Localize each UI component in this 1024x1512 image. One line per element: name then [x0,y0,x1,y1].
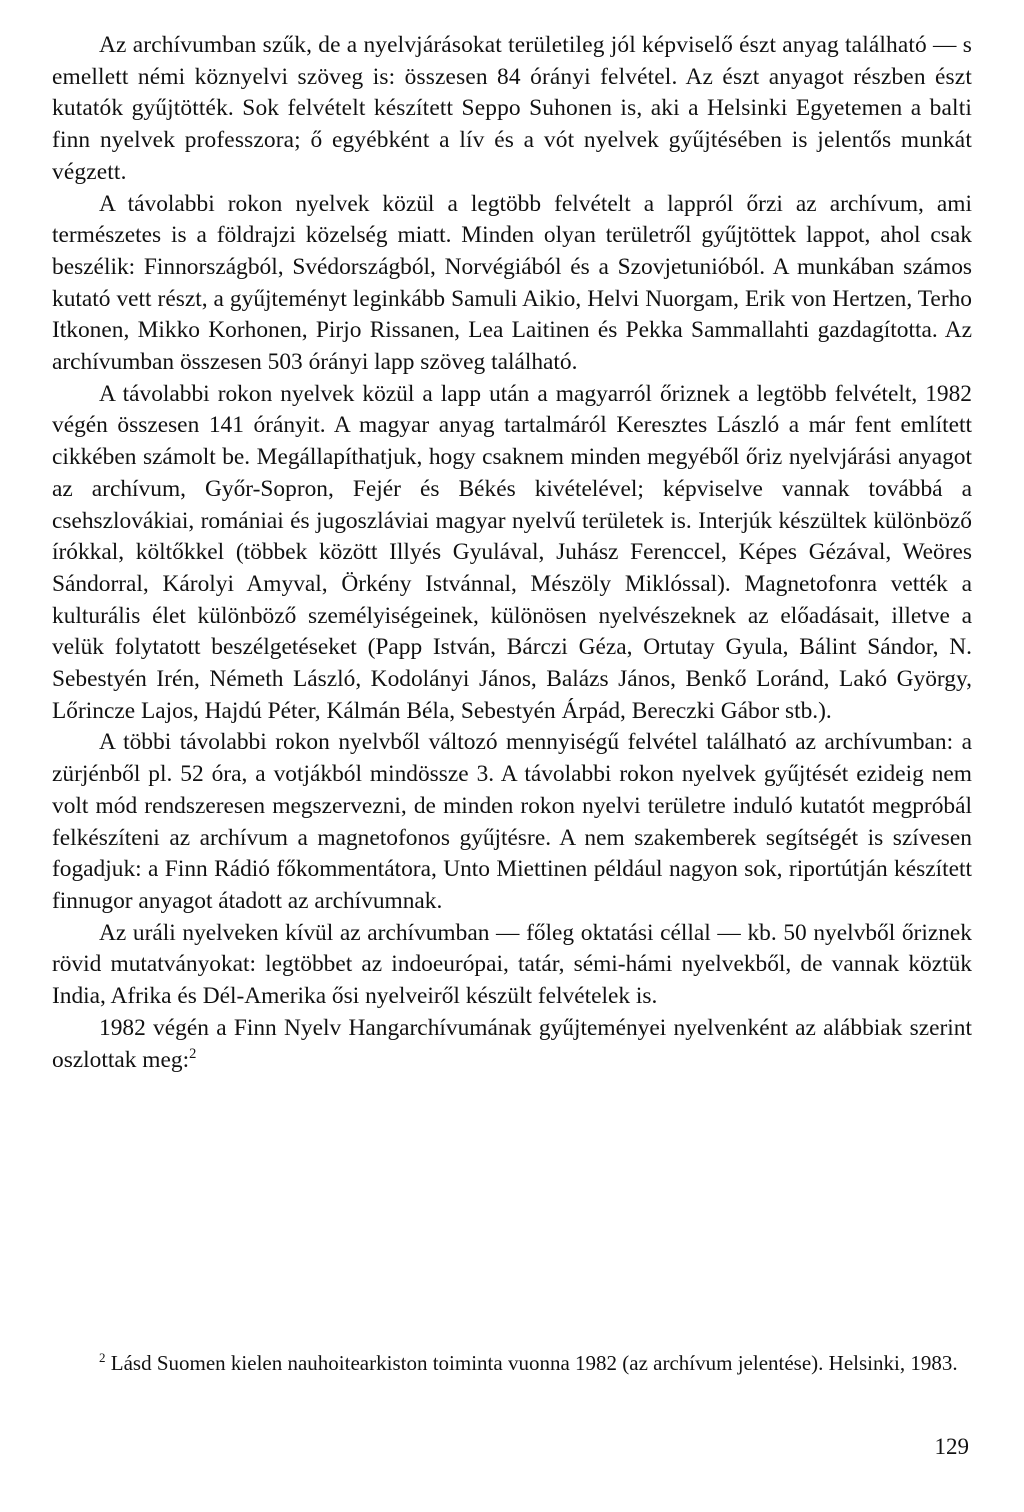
page-number: 129 [934,1434,969,1459]
paragraph-hungarian: A távolabbi rokon nyelvek közül a lapp után a magyarról őriznek a legtöbb felvételt, 1982 végén összesen 141 órányit. A magyar anyag tartalmáról Keresztes László a már fent említett cikkében számolt be. Megállapíthatjuk, hogy csaknem minden megyéből őriz nyelvjárási anyagot az archívum, Győr-Sopron, Fejér és Békés kivételével; képviselve vannak továbbá a csehszlovákiai, romániai és jugoszláviai magyar nyelvű területek is. Interjúk készültek különböző írókkal, költőkkel (többek között Illyés Gyulával, Juhász Ferenccel, Képes Gézával, Weöres Sándorral, Károlyi Amyval, Örkény Istvánnal, Mészöly Miklóssal). Magnetofonra vették a kulturális élet különböző személyiségeinek, különösen nyelvészeknek az előadásait, illetve a velük folytatott beszélgetéseket (Papp István, Bárczi Géza, Ortutay Gyula, Bálint Sándor, N. Sebestyén Irén, Németh László, Kodolányi János, Balázs János, Benkő Loránd, Lakó György, Lőrincze Lajos, Hajdú Péter, Kálmán Béla, Sebestyén Árpád, Bereczki Gábor stb.). [52,380,972,724]
footnote-marker: 2 [99,1350,106,1365]
footnote-reference[interactable]: 2 [189,1045,197,1062]
paragraph-estonian: Az archívumban szűk, de a nyelvjárásokat területileg jól képviselő észt anyag található — s emellett némi köznyelvi szöveg is: összesen 84 órányi felvétel. Az észt anyagot részben észt kutatók gyűjtötték. Sok felvételt készített Seppo Suhonen is, aki a Helsinki Egyetemen a balti finn nyelvek professzora; ő egyébként a lív és a vót nyelvek gyűjtésében is jelentős munkát végzett. [52,32,972,185]
footnote [52,1349,972,1377]
footnote-text: Lásd Suomen kielen nauhoitearkiston toiminta vuonna 1982 (az archívum jelentése). Helsinki, 1983. [110,1351,958,1375]
page-body [52,30,972,1076]
paragraph-lapp: A távolabbi rokon nyelvek közül a legtöbb felvételt a lappról őrzi az archívum, ami természetes is a földrajzi közelség miatt. Minden olyan területről gyűjtöttek lappot, ahol csak beszélik: Finnországból, Svédországból, Norvégiából és a Szovjetunióból. A munkában számos kutató vett részt, a gyűjteményt leginkább Samuli Aikio, Helvi Nuorgam, Erik von Hertzen, Terho Itkonen, Mikko Korhonen, Pirjo Rissanen, Lea Laitinen és Pekka Sammallahti gazdagította. Az archívumban összesen 503 órányi lapp szöveg található. [52,190,972,376]
paragraph-non-uralic-text: Az uráli nyelveken kívül az archívumban — főleg oktatási céllal — kb. 50 nyelvből őriznek rövid mutatványokat: legtöbbet az indoeurópai, tatár, sémi-hámi nyelvekből, de vannak köztük India, Afrika és Dél-Amerika ősi nyelveiről készült felvételek is. [52,919,972,1010]
paragraph-distribution-intro [52,1013,972,1076]
paragraph-other-related-languages: A többi távolabbi rokon nyelvből változó mennyiségű felvétel található az archívumban: a zürjénből pl. 52 óra, a votjákból mindössze 3. A távolabbi rokon nyelvek gyűjtését ezideig nem volt mód rendszeresen megszervezni, de minden rokon nyelvi területre induló kutatót megpróbál felkészíteni az archívum a magnetofonos gyűjtésre. A nem szakemberek segítségét is szívesen fogadjuk: a Finn Rádió főkommentátora, Unto Miettinen például nagyon sok, riportútján készített finnugor anyagot átadott az archívumnak. [52,729,972,914]
paragraph-distribution-text: 1982 végén a Finn Nyelv Hangarchívumának gyűjteményei nyelvenként az alábbiak szerint oszlottak meg: [52,1014,972,1073]
paragraph-non-uralic-languages [52,918,972,1013]
